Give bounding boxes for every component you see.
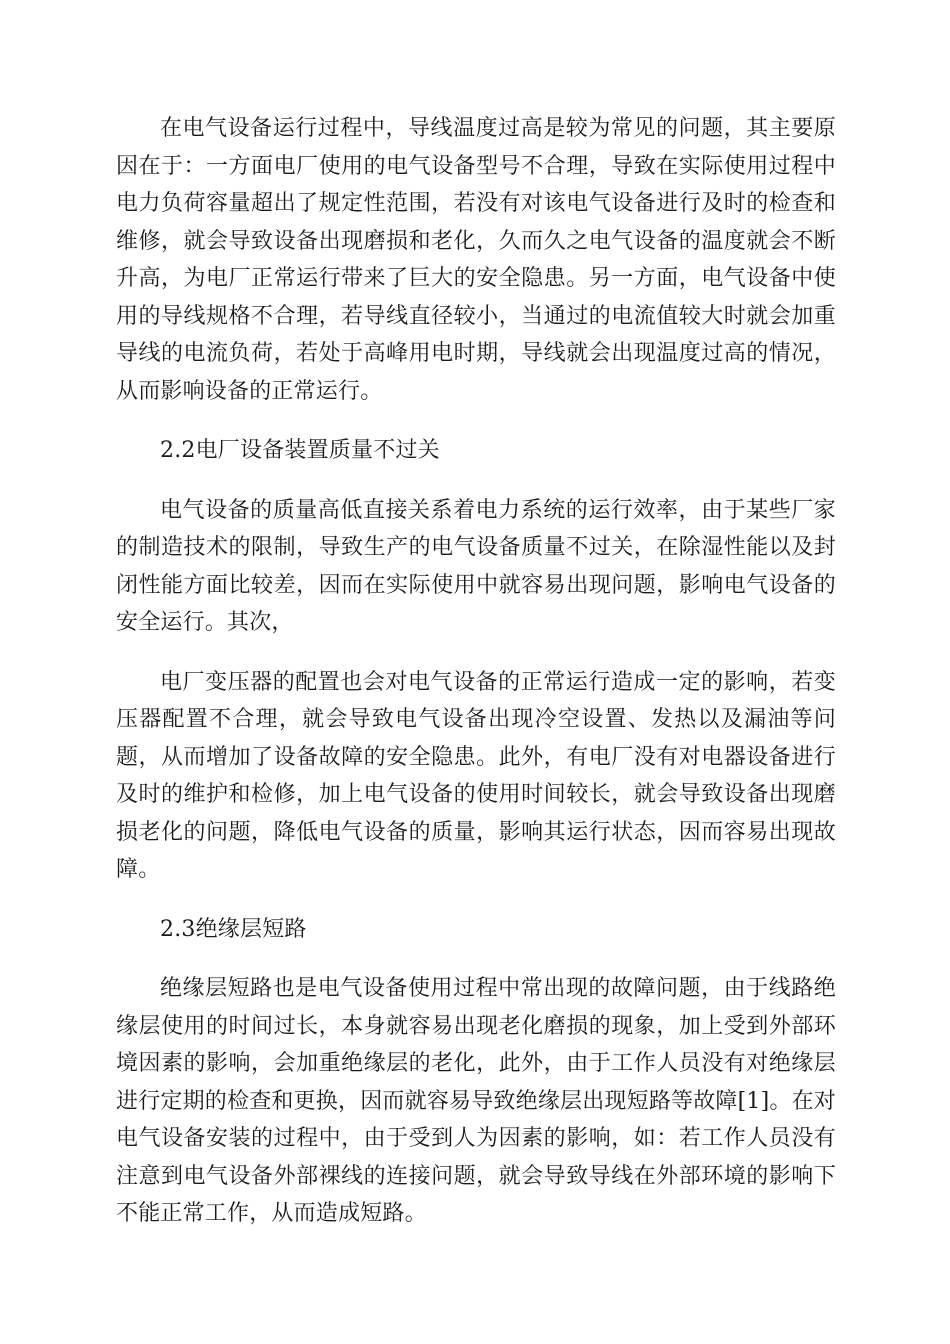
paragraph-equipment-quality: 电气设备的质量高低直接关系着电力系统的运行效率，由于某些厂家的制造技术的限制，导致生产的电气设备质量不过关，在除湿性能以及封闭性能方面比较差，因而在实际使用中就容易出现问题，影响电气设备的安全运行。其次， (116, 497, 836, 635)
document-body (116, 110, 836, 1255)
paragraph-transformer-configuration: 电厂变压器的配置也会对电气设备的正常运行造成一定的影响，若变压器配置不合理，就会导致电气设备出现冷空设置、发热以及漏油等问题，从而增加了设备故障的安全隐患。此外，有电厂没有对电器设备进行及时的维护和检修，加上电气设备的使用时间较长，就会导致设备出现磨损老化的问题，降低电气设备的质量，影响其运行状态，因而容易出现故障。 (116, 669, 836, 882)
section-heading-2-3: 2.3绝缘层短路 (160, 916, 307, 942)
paragraph-insulation-short-circuit: 绝缘层短路也是电气设备使用过程中常出现的故障问题，由于线路绝缘层使用的时间过长，本身就容易出现老化磨损的现象，加上受到外部环境因素的影响，会加重绝缘层的老化，此外，由于工作人员没有对绝缘层进行定期的检查和更换，因而就容易导致绝缘层出现短路等故障[1]。在对电气设备安装的过程中，由于受到人为因素的影响，如：若工作人员没有注意到电气设备外部裸线的连接问题，就会导致导线在外部环境的影响下不能正常工作，从而造成短路。 (116, 976, 836, 1226)
section-heading-2-2: 2.2电厂设备装置质量不过关 (160, 438, 440, 463)
paragraph-conductor-overheating: 在电气设备运行过程中，导线温度过高是较为常见的问题，其主要原因在于：一方面电厂使用的电气设备型号不合理，导致在实际使用过程中电力负荷容量超出了规定性范围，若没有对该电气设备进行及时的检查和维修，就会导致设备出现磨损和老化，久而久之电气设备的温度就会不断升高，为电厂正常运行带来了巨大的安全隐患。另一方面，电气设备中使用的导线规格不合理，若导线直径较小，当通过的电流值较大时就会加重导线的电流负荷，若处于高峰用电时期，导线就会出现温度过高的情况，从而影响设备的正常运行。 (116, 116, 836, 404)
